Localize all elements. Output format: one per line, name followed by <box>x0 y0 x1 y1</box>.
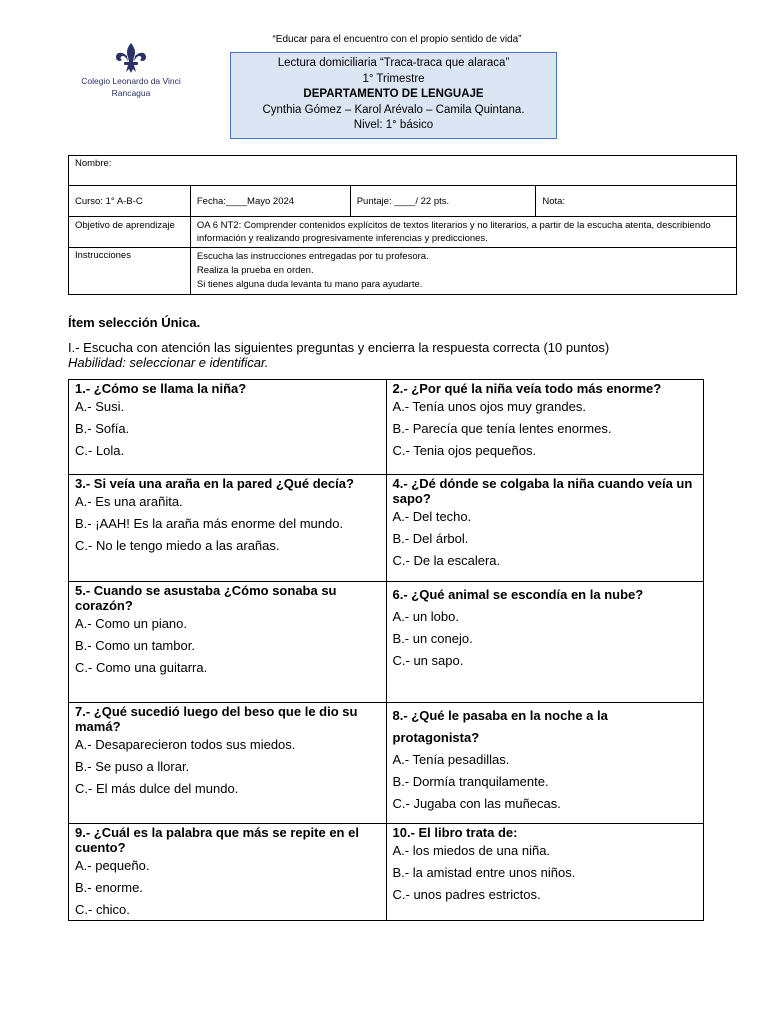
question-2 <box>387 380 705 474</box>
reading-title: Lectura domiciliaria “Traca-traca que alaraca” <box>277 57 510 69</box>
instruction-item: Escucha las instrucciones entregadas por tu profesora. <box>196 251 429 262</box>
option-c[interactable]: C.- No le tengo miedo a las arañas. <box>75 538 280 553</box>
question-row <box>69 582 704 703</box>
instruction-item: Realiza la prueba en orden. <box>196 265 314 276</box>
option-c[interactable]: C.- Lola. <box>75 443 125 458</box>
option-a[interactable]: A.- Como un piano. <box>75 616 188 631</box>
instructions-list <box>190 248 736 295</box>
option-b[interactable]: B.- Dormía tranquilamente. <box>392 774 549 789</box>
instruction-item: Si tienes alguna duda levanta tu mano para ayudarte. <box>196 279 423 290</box>
question-8 <box>387 703 705 823</box>
question-5 <box>69 582 387 702</box>
questions-grid <box>68 379 704 921</box>
option-c[interactable]: C.- Tenia ojos pequeños. <box>392 443 537 458</box>
question-text: 3.- Si veía una araña en la pared ¿Qué decía? <box>75 476 354 491</box>
option-b[interactable]: B.- Se puso a llorar. <box>75 759 190 774</box>
department: DEPARTAMENTO DE LENGUAJE <box>303 88 484 100</box>
option-b[interactable]: B.- ¡AAH! Es la araña más enorme del mundo. <box>75 516 344 531</box>
question-text: 2.- ¿Por qué la niña veía todo más enorme? <box>392 381 662 396</box>
question-text: 10.- El libro trata de: <box>392 825 518 840</box>
option-a[interactable]: A.- un lobo. <box>392 609 459 624</box>
question-text: 9.- ¿Cuál es la palabra que más se repite en el cuento? <box>75 825 359 855</box>
fleur-de-lis-icon <box>114 42 148 74</box>
question-text: 1.- ¿Cómo se llama la niña? <box>75 381 247 396</box>
option-b[interactable]: B.- Del árbol. <box>392 531 469 546</box>
option-c[interactable]: C.- Como una guitarra. <box>75 660 208 675</box>
student-info-table <box>68 155 737 295</box>
question-text: 8.- ¿Qué le pasaba en la noche a la protagonista? <box>392 708 608 745</box>
option-a[interactable]: A.- pequeño. <box>75 858 150 873</box>
grade-field[interactable]: Nota: <box>536 186 737 217</box>
option-b[interactable]: B.- Sofía. <box>75 421 130 436</box>
question-row <box>69 380 704 475</box>
option-b[interactable]: B.- Parecía que tenía lentes enormes. <box>392 421 612 436</box>
question-6 <box>387 582 705 702</box>
question-3 <box>69 475 387 581</box>
question-7 <box>69 703 387 823</box>
date-field[interactable]: Fecha:____Mayo 2024 <box>190 186 350 217</box>
course-cell: Curso: 1° A-B-C <box>69 186 191 217</box>
option-b[interactable]: B.- Como un tambor. <box>75 638 195 653</box>
option-b[interactable]: B.- enorme. <box>75 880 143 895</box>
question-10 <box>387 824 705 920</box>
school-motto: “Educar para el encuentro con el propio sentido de vida” <box>272 34 522 45</box>
question-text: 5.- Cuando se asustaba ¿Cómo sonaba su corazón? <box>75 583 337 613</box>
option-a[interactable]: A.- Tenía unos ojos muy grandes. <box>392 399 586 414</box>
question-row <box>69 703 704 824</box>
name-field[interactable]: Nombre: <box>69 156 737 186</box>
option-a[interactable]: A.- Es una arañita. <box>75 494 183 509</box>
option-c[interactable]: C.- unos padres estrictos. <box>392 887 541 902</box>
option-b[interactable]: B.- un conejo. <box>392 631 473 646</box>
option-b[interactable]: B.- la amistad entre unos niños. <box>392 865 576 880</box>
section-instructions <box>68 340 609 370</box>
question-text: 4.- ¿Dé dónde se colgaba la niña cuando veía un sapo? <box>392 476 693 506</box>
question-9 <box>69 824 387 920</box>
term: 1° Trimestre <box>362 72 425 85</box>
school-name: Colegio Leonardo da Vinci <box>81 76 181 86</box>
option-a[interactable]: A.- Susi. <box>75 399 125 414</box>
objective-text: OA 6 NT2: Comprender contenidos explícitos de textos literarios y no literarios, a partir de la escucha atenta, describiendo información y realizando progresivamente inferencias y predicciones. <box>190 217 736 248</box>
title-box <box>230 52 557 139</box>
option-a[interactable]: A.- Desaparecieron todos sus miedos. <box>75 737 296 752</box>
skill-text: Habilidad: seleccionar e identificar. <box>68 355 269 370</box>
question-row <box>69 475 704 582</box>
question-text: 6.- ¿Qué animal se escondía en la nube? <box>392 587 644 602</box>
option-a[interactable]: A.- Tenía pesadillas. <box>392 752 510 767</box>
section-title: Ítem selección Única. <box>68 315 201 330</box>
school-city: Rancagua <box>111 88 151 98</box>
option-c[interactable]: C.- El más dulce del mundo. <box>75 781 239 796</box>
question-1 <box>69 380 387 474</box>
option-c[interactable]: C.- un sapo. <box>392 653 464 668</box>
option-c[interactable]: C.- Jugaba con las muñecas. <box>392 796 561 811</box>
question-text: 7.- ¿Qué sucedió luego del beso que le dio su mamá? <box>75 704 358 734</box>
option-c[interactable]: C.- chico. <box>75 902 130 917</box>
teachers: Cynthia Gómez – Karol Arévalo – Camila Quintana. <box>262 103 525 116</box>
question-4 <box>387 475 705 581</box>
level: Nivel: 1° básico <box>353 119 434 131</box>
school-logo <box>76 42 186 98</box>
option-c[interactable]: C.- De la escalera. <box>392 553 501 568</box>
option-a[interactable]: A.- los miedos de una niña. <box>392 843 551 858</box>
score-field[interactable]: Puntaje: ____/ 22 pts. <box>350 186 536 217</box>
option-a[interactable]: A.- Del techo. <box>392 509 472 524</box>
instruction-text: I.- Escucha con atención las siguientes preguntas y encierra la respuesta correcta (10 puntos) <box>68 340 610 355</box>
instructions-label: Instrucciones <box>69 248 191 295</box>
objective-label: Objetivo de aprendizaje <box>69 217 191 248</box>
question-row <box>69 824 704 921</box>
